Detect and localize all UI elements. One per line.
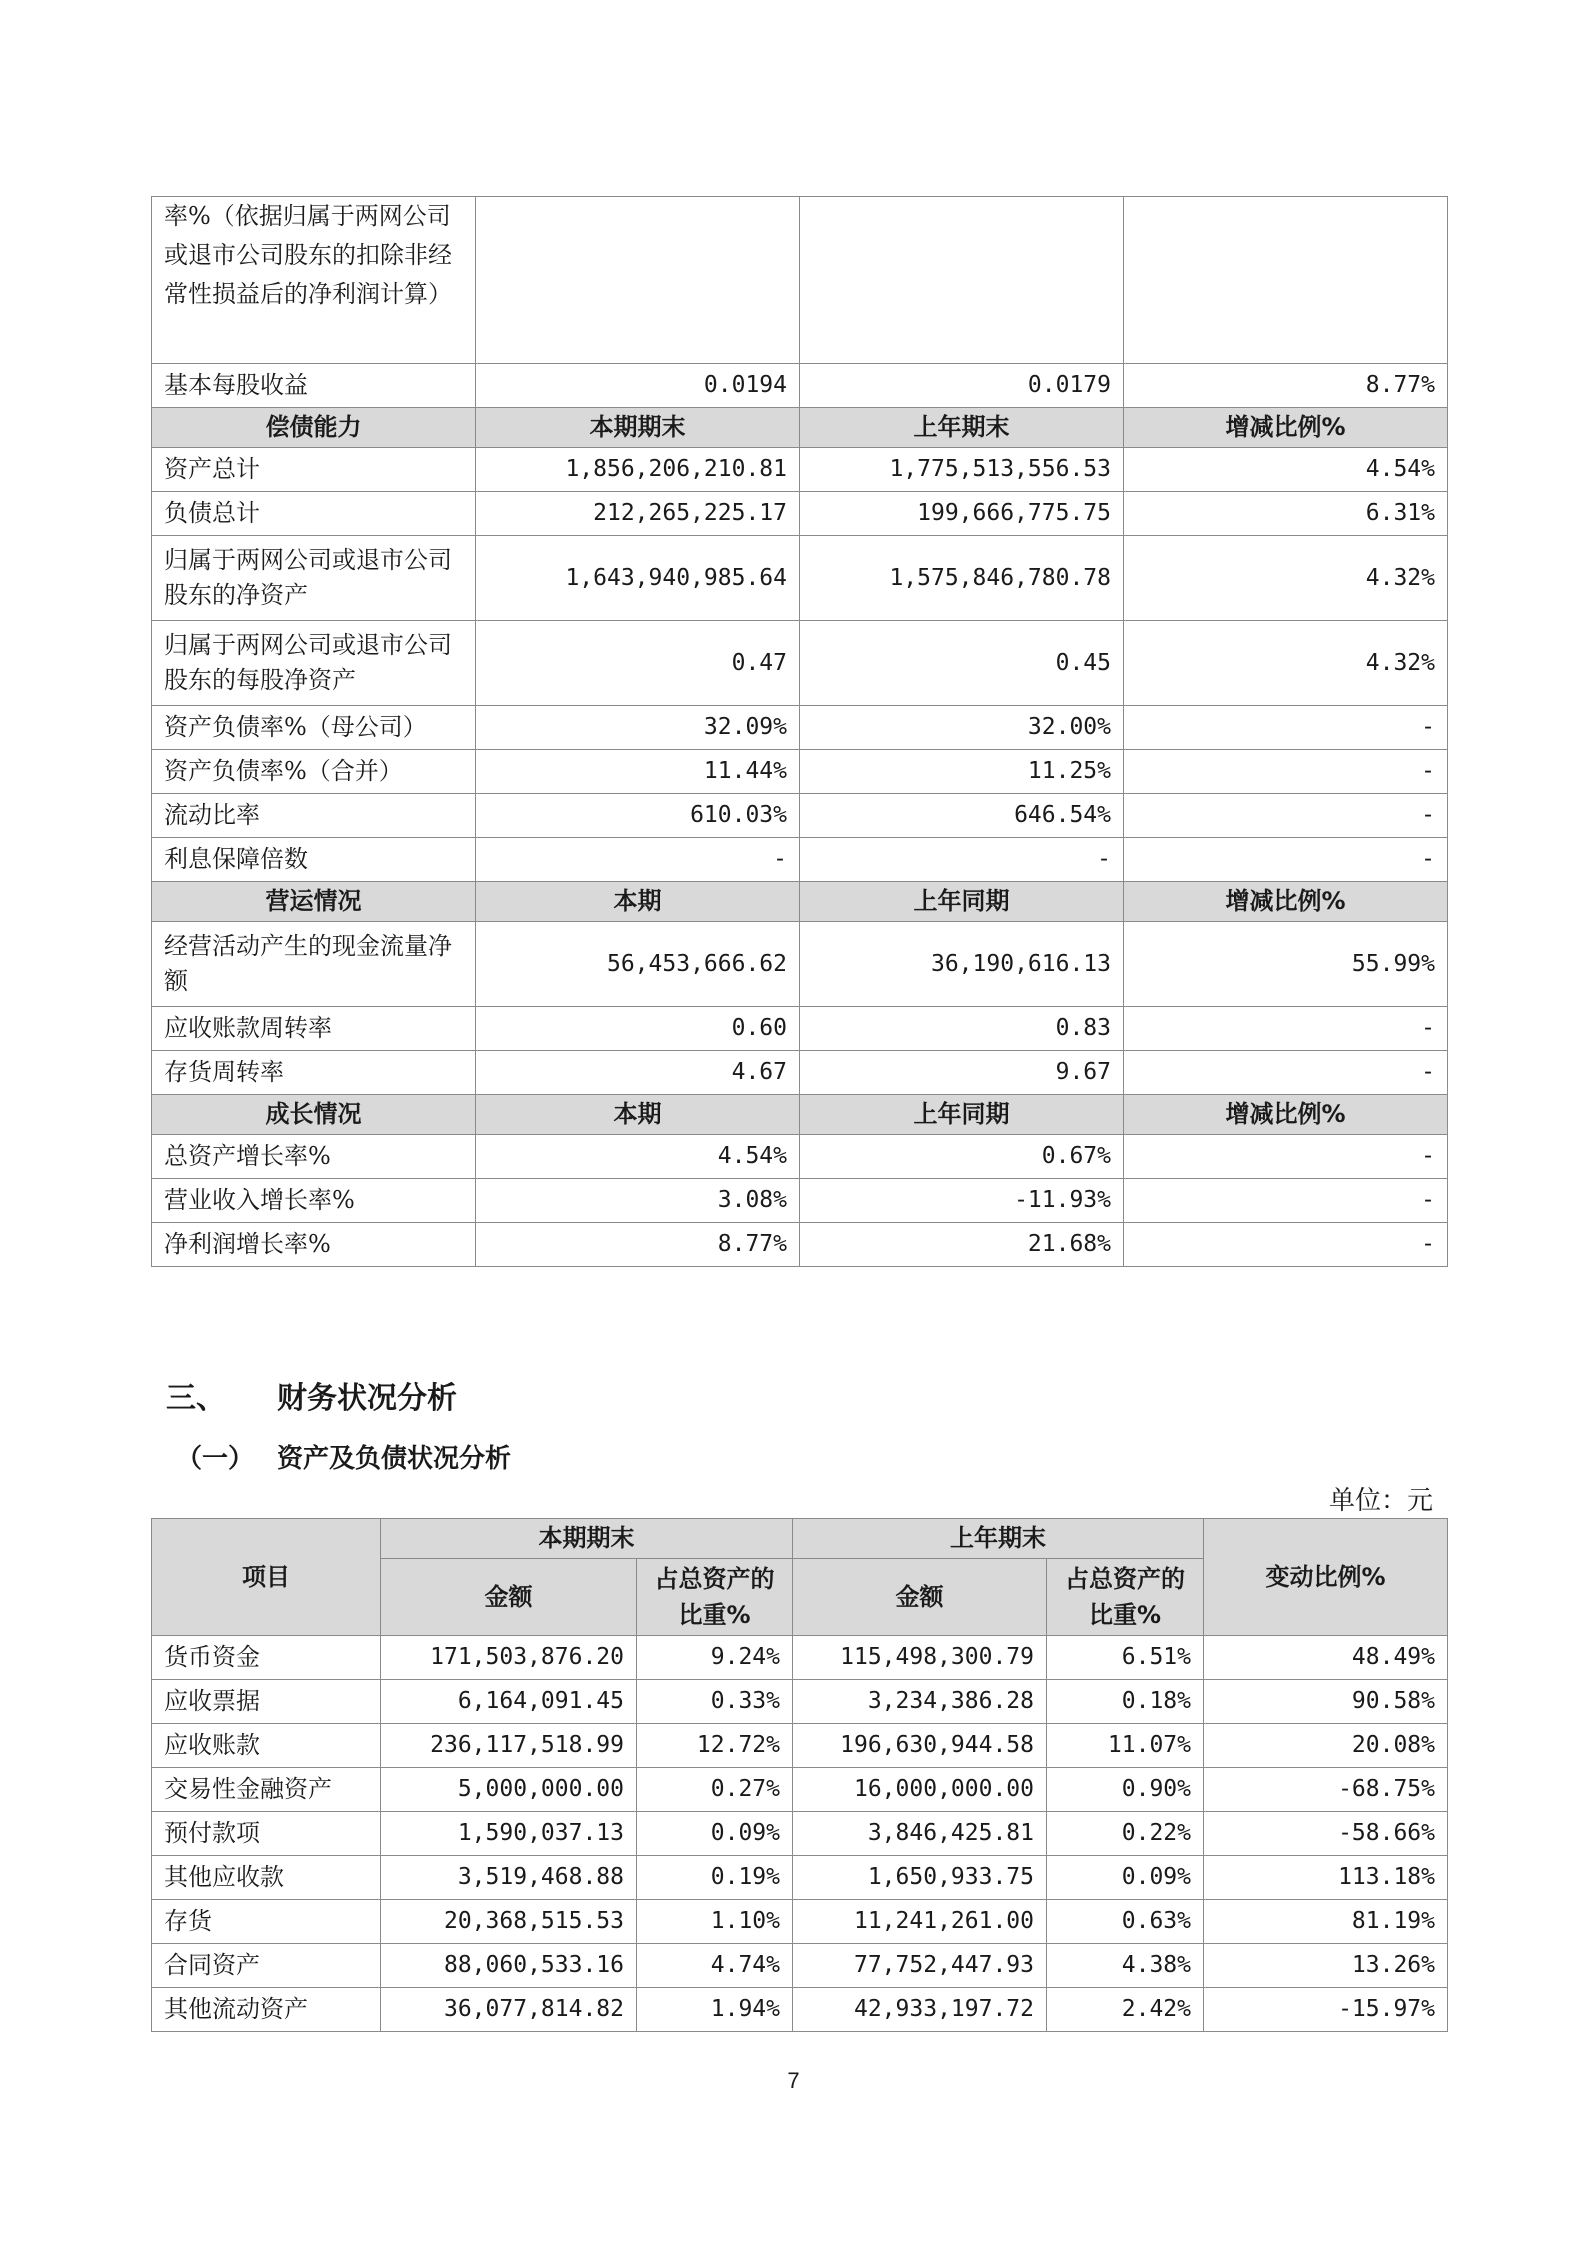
table-row [152,922,1448,1007]
table-cell: -11.93% [800,1179,1124,1223]
table-cell [800,197,1124,364]
table-cell: 88,060,533.16 [381,1944,637,1988]
table-cell: 0.60 [476,1007,800,1051]
table-cell: - [1124,794,1448,838]
table-row [152,1051,1448,1095]
section-number: 三、 [166,1381,226,1416]
table-cell: 6,164,091.45 [381,1680,637,1724]
table-cell: 4.54% [476,1135,800,1179]
table-cell: 4.32% [1124,536,1448,621]
subsection-title: 资产及负债状况分析 [277,1444,512,1474]
table-cell [476,197,800,364]
table-cell: 11.44% [476,750,800,794]
table-cell: 4.38% [1047,1944,1204,1988]
table-cell: 0.33% [637,1680,793,1724]
table-row [152,1636,1448,1680]
table-cell: 0.09% [1047,1856,1204,1900]
row-label: 其他流动资产 [152,1988,381,2032]
header-ratio: 占总资产的比重% [1047,1559,1204,1636]
table-cell: -15.97% [1204,1988,1448,2032]
table-cell: 1,575,846,780.78 [800,536,1124,621]
table-cell: 1.10% [637,1900,793,1944]
table-header-row [152,1519,1448,1559]
table-cell: 90.58% [1204,1680,1448,1724]
table-row [152,1944,1448,1988]
table-cell: 646.54% [800,794,1124,838]
table-cell: 11,241,261.00 [793,1900,1047,1944]
table-cell: 0.90% [1047,1768,1204,1812]
column-header: 增减比例% [1124,1095,1448,1135]
table-cell: - [1124,1051,1448,1095]
table-row [152,706,1448,750]
page-number: 7 [787,2068,800,2093]
table-cell: 6.51% [1047,1636,1204,1680]
row-label: 应收账款 [152,1724,381,1768]
table-cell: -58.66% [1204,1812,1448,1856]
column-header: 上年期末 [800,408,1124,448]
table-row [152,1135,1448,1179]
table-cell: 4.67 [476,1051,800,1095]
table-cell: 3,846,425.81 [793,1812,1047,1856]
table-cell: 11.07% [1047,1724,1204,1768]
row-label: 合同资产 [152,1944,381,1988]
table-cell: - [1124,1179,1448,1223]
table-cell: 610.03% [476,794,800,838]
row-label: 其他应收款 [152,1856,381,1900]
table-cell: 20.08% [1204,1724,1448,1768]
row-label: 基本每股收益 [152,364,476,408]
header-amount: 金额 [381,1559,637,1636]
row-label: 资产负债率%（合并） [152,750,476,794]
table-cell: -68.75% [1204,1768,1448,1812]
table-row [152,1007,1448,1051]
subsection-number: （一） [176,1444,255,1474]
table-cell: 0.0194 [476,364,800,408]
table-cell: 77,752,447.93 [793,1944,1047,1988]
table-cell: 3.08% [476,1179,800,1223]
row-label: 归属于两网公司或退市公司股东的每股净资产 [152,621,476,706]
section-header-row [152,408,1448,448]
table-cell: 0.67% [800,1135,1124,1179]
section-title: 成长情况 [152,1095,476,1135]
header-ratio: 占总资产的比重% [637,1559,793,1636]
table-cell: - [476,838,800,882]
table-row-eps [152,364,1448,408]
table-cell: 36,190,616.13 [800,922,1124,1007]
row-label: 应收账款周转率 [152,1007,476,1051]
table-cell: 9.24% [637,1636,793,1680]
header-item: 项目 [152,1519,381,1636]
section-header-row [152,1095,1448,1135]
table-cell: 4.32% [1124,621,1448,706]
financial-indicators-table [151,196,1448,1267]
table-cell: - [1124,706,1448,750]
table-cell: 196,630,944.58 [793,1724,1047,1768]
header-change-ratio: 变动比例% [1204,1519,1448,1636]
unit-label: 单位：元 [1328,1486,1433,1516]
table-cell: 11.25% [800,750,1124,794]
table-row [152,621,1448,706]
table-cell: 199,666,775.75 [800,492,1124,536]
table-cell: 8.77% [1124,364,1448,408]
table-cell: 21.68% [800,1223,1124,1267]
table-row [152,492,1448,536]
table-cell: 0.0179 [800,364,1124,408]
header-amount: 金额 [793,1559,1047,1636]
table-cell: 4.74% [637,1944,793,1988]
row-label: 存货周转率 [152,1051,476,1095]
assets-liabilities-table [151,1518,1448,2032]
table-cell: 42,933,197.72 [793,1988,1047,2032]
column-header: 增减比例% [1124,408,1448,448]
table-cell: - [1124,1223,1448,1267]
table-cell: - [1124,838,1448,882]
table-cell: 0.47 [476,621,800,706]
row-label: 经营活动产生的现金流量净额 [152,922,476,1007]
row-label: 应收票据 [152,1680,381,1724]
table-row [152,448,1448,492]
table-cell: 32.09% [476,706,800,750]
header-prior-period: 上年期末 [793,1519,1204,1559]
table-cell: 0.09% [637,1812,793,1856]
table-cell: 13.26% [1204,1944,1448,1988]
table-cell: 2.42% [1047,1988,1204,2032]
assets-liabilities-body [152,1519,1448,2032]
row-label: 利息保障倍数 [152,838,476,882]
table-cell: 0.22% [1047,1812,1204,1856]
table-cell: 16,000,000.00 [793,1768,1047,1812]
table-row [152,1724,1448,1768]
table-row [152,1680,1448,1724]
row-label: 总资产增长率% [152,1135,476,1179]
column-header: 增减比例% [1124,882,1448,922]
section-title: 财务状况分析 [277,1381,457,1416]
table-cell: 1,643,940,985.64 [476,536,800,621]
financial-indicators-body [152,197,1448,1267]
table-cell: 8.77% [476,1223,800,1267]
table-cell: 36,077,814.82 [381,1988,637,2032]
section-header-row [152,882,1448,922]
table-cell: 171,503,876.20 [381,1636,637,1680]
table-cell [1124,197,1448,364]
table-cell: 55.99% [1124,922,1448,1007]
table-cell: 20,368,515.53 [381,1900,637,1944]
table-cell: - [800,838,1124,882]
column-header: 上年同期 [800,882,1124,922]
table-row-continued [152,197,1448,364]
table-cell: 4.54% [1124,448,1448,492]
row-label: 净利润增长率% [152,1223,476,1267]
table-cell: 9.67 [800,1051,1124,1095]
table-cell: 0.19% [637,1856,793,1900]
table-cell: 56,453,666.62 [476,922,800,1007]
table-cell: 1,775,513,556.53 [800,448,1124,492]
column-header: 本期期末 [476,408,800,448]
table-row [152,1988,1448,2032]
table-cell: 0.27% [637,1768,793,1812]
table-cell: 236,117,518.99 [381,1724,637,1768]
table-cell: - [1124,1135,1448,1179]
row-label: 存货 [152,1900,381,1944]
table-row [152,1812,1448,1856]
section-title: 偿债能力 [152,408,476,448]
row-label: 营业收入增长率% [152,1179,476,1223]
table-row [152,1179,1448,1223]
table-row [152,1223,1448,1267]
section-title: 营运情况 [152,882,476,922]
table-row [152,750,1448,794]
table-cell: 5,000,000.00 [381,1768,637,1812]
table-cell: 115,498,300.79 [793,1636,1047,1680]
table-cell: 81.19% [1204,1900,1448,1944]
column-header: 本期 [476,1095,800,1135]
column-header: 本期 [476,882,800,922]
table-row [152,1768,1448,1812]
row-label: 负债总计 [152,492,476,536]
table-cell: 3,519,468.88 [381,1856,637,1900]
table-cell: 48.49% [1204,1636,1448,1680]
table-row [152,1856,1448,1900]
row-label: 资产总计 [152,448,476,492]
table-cell: 0.45 [800,621,1124,706]
table-cell: 6.31% [1124,492,1448,536]
table-row [152,536,1448,621]
row-label: 交易性金融资产 [152,1768,381,1812]
table-cell: 1,590,037.13 [381,1812,637,1856]
table-cell: 212,265,225.17 [476,492,800,536]
row-label: 归属于两网公司或退市公司股东的净资产 [152,536,476,621]
row-label: 资产负债率%（母公司） [152,706,476,750]
row-label: 货币资金 [152,1636,381,1680]
table-cell: 1.94% [637,1988,793,2032]
table-cell: - [1124,750,1448,794]
table-row [152,794,1448,838]
row-label: 预付款项 [152,1812,381,1856]
table-row [152,838,1448,882]
row-label: 率%（依据归属于两网公司或退市公司股东的扣除非经常性损益后的净利润计算） [152,197,476,364]
table-cell: 1,856,206,210.81 [476,448,800,492]
table-row [152,1900,1448,1944]
table-cell: 1,650,933.75 [793,1856,1047,1900]
table-cell: 0.18% [1047,1680,1204,1724]
table-cell: 3,234,386.28 [793,1680,1047,1724]
table-cell: 32.00% [800,706,1124,750]
column-header: 上年同期 [800,1095,1124,1135]
header-current-period: 本期期末 [381,1519,793,1559]
table-cell: 0.83 [800,1007,1124,1051]
table-cell: 0.63% [1047,1900,1204,1944]
row-label: 流动比率 [152,794,476,838]
table-cell: 12.72% [637,1724,793,1768]
table-cell: 113.18% [1204,1856,1448,1900]
table-cell: - [1124,1007,1448,1051]
